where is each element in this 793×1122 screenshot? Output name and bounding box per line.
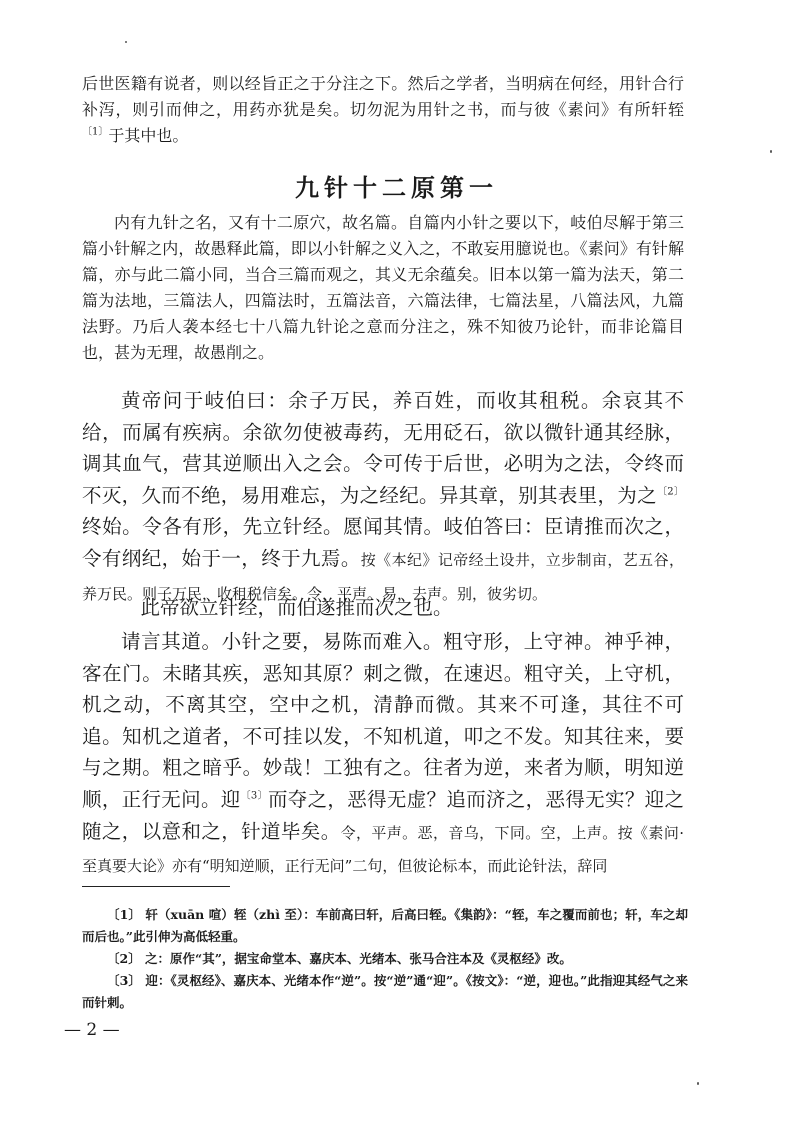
paragraph-dialogue-1 [82,385,684,610]
footnote-separator [82,886,230,887]
paragraph-1-text-a: 黄帝问于岐伯曰：余子万民，养百姓，而收其租税。余哀其不给，而属有疾病。余欲勿使被毒药，无用砭石，欲以微针通其经脉，调其血气，营其逆顺出入之会。令可传于后世，必明为之法，令终而不灭，久而不绝，易用难忘，为之经纪。异其章，别其表里，为之 [82,389,684,507]
paragraph-3-text-a: 请言其道。小针之要，易陈而难入。粗守形，上守神。神乎神，客在门。未睹其疾，恶知其原？刺之微，在速迟。粗守关，上守机，机之动，不离其空，空中之机，清静而微。其来不可逢，其往不可追。知机之道者，不可挂以发，不知机道，叩之不发。知其往来，要与之期。粗之暗乎。妙哉！工独有之。往者为逆，来者为顺，明知逆顺，正行无问。迎 [82,630,684,811]
footnote-1: 〔1〕 轩（xuān 喧）轾（zhì 至）：车前高曰轩，后高曰轾。《集韵》：“轾，车之覆而前也；轩，车之却而后也。”此引伸为高低轻重。 [82,907,688,944]
chapter-preface: 内有九针之名，又有十二原穴，故名篇。自篇内小针之要以下，岐伯尽解于第三篇小针解之内，故愚释此篇，即以小针解之义入之，不敢妄用臆说也。《素问》有针解篇，亦与此二篇小同，当合三篇而观之，其义无余蕴矣。旧本以第一篇为法天，第二篇为法地，三篇法人，四篇法时，五篇法音，六篇法律，七篇法星，八篇法风，九篇法野。乃后人袭本经七十八篇九针论之意而分注之，殊不知彼乃论针，而非论篇目也，甚为无理，故愚削之。 [82,213,684,362]
top-paragraph [82,71,684,149]
scan-speck [770,150,772,153]
footnote-3: 〔3〕 迎：《灵枢经》、嘉庆本、光绪本作“逆”。按“逆”通“迎”。《按文》：“逆，迎也。”此指迎其经气之来而针刺。 [82,973,688,1010]
top-paragraph-end: 于其中也。 [108,126,189,145]
chapter-title: 九针十二原第一 [295,173,498,202]
footnote-ref-3: 〔3〕 [240,790,268,802]
page-number: — 2 — [64,1020,120,1040]
paragraph-1-text-b: 终始。令各有形，先立针经。愿闻其情。岐伯答曰：臣请推而次之，令有纲纪，始于一，终于九焉。 [82,515,684,570]
scan-speck [125,41,127,43]
paragraph-1-commentary: 按《本纪》记帝经土设井，立步制亩，艺五谷，养万民。则子万民，收租税信矣。令，平声。易，去声。别，彼劣切。 [82,550,684,603]
scan-speck [697,1082,699,1085]
footnote-2: 〔2〕 之：原作“其”，据宝命堂本、嘉庆本、光绪本、张马合注本及《灵枢经》改。 [107,951,572,966]
paragraph-3-commentary: 令，平声。恶，音乌，下同。空，上声。按《素问·至真要大论》亦有“明知逆顺，正行无问”二句，但彼论标本，而此论针法，辞同 [82,823,684,876]
footnote-ref-1: 〔1〕 [82,126,109,138]
paragraph-commentary: 此帝欲立针经，而伯遂推而次之也。 [140,596,453,619]
top-paragraph-text: 后世医籍有说者，则以经旨正之于分注之下。然后之学者，当明病在何经，用针合行补泻，则引而伸之，用药亦犹是矣。切勿泥为用针之书，而与彼《素问》有所轩轾 [82,74,684,119]
paragraph-3-text-b: 而夺之，恶得无虚？追而济之，恶得无实？迎之随之，以意和之，针道毕矣。 [82,787,684,843]
paragraph-dialogue-2 [82,626,684,883]
footnote-ref-2: 〔2〕 [656,486,684,498]
